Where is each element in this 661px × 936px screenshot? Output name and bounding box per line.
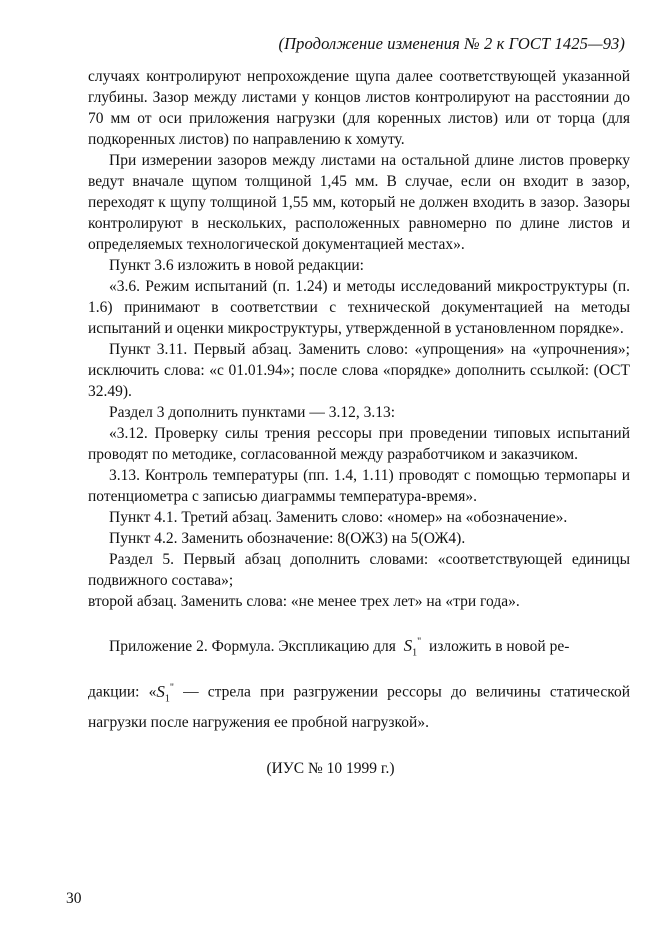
paragraph-gap-measurement: При измерении зазоров между листами на остальной длине листов проверку ведут вначале щупом толщиной 1,45 мм. В случае, если он входит в зазор, переходят к щупу толщиной 1,55 мм, который не должен входить в зазор. Зазоры контролируют в нескольких, расположенных равномерно по длине листов и определяемых технологической документацией местах». bbox=[88, 152, 630, 253]
formula-intro: Приложение 2. Формула. Экспликацию для bbox=[109, 638, 396, 655]
explication-symbol: $S_1^"$ bbox=[156, 681, 174, 705]
paragraph-second-abzac: второй абзац. Заменить слова: «не менее трех лет» на «три года». bbox=[88, 593, 520, 610]
page-number: 30 bbox=[66, 890, 82, 907]
paragraph-continuation: случаях контролируют непрохождение щупа далее соответствующей указанной глубины. Зазор между листами у концов листов контролируют на расстоянии до 70 мм от оси приложения нагрузки (для коренных листов) или от торца (для подкоренных листов) по направлению к хомуту. bbox=[88, 68, 630, 148]
formula-line bbox=[109, 636, 630, 658]
paragraph-item-4-1: Пункт 4.1. Третий абзац. Заменить слово: «номер» на «обозначение». bbox=[109, 509, 568, 526]
paragraph-item-4-2: Пункт 4.2. Заменить обозначение: 8(ОЖ3) на 5(ОЖ4). bbox=[109, 530, 466, 547]
formula-tail: изложить в новой ре- bbox=[428, 638, 570, 655]
running-header: (Продолжение изменения № 2 к ГОСТ 1425—93) bbox=[278, 34, 625, 53]
paragraph-section-5: Раздел 5. Первый абзац дополнить словами: «соответствующей единицы подвижного состава»; bbox=[88, 551, 630, 589]
formula-symbol: $S_1^"$ bbox=[403, 636, 422, 659]
paragraph-section-3-addition: Раздел 3 дополнить пунктами — 3.12, 3.13: bbox=[109, 404, 396, 421]
body-text bbox=[88, 66, 630, 612]
paragraph-item-3-12: «3.12. Проверку силы трения рессоры при проведении типовых испытаний проводят по методике, согласованной между разработчиком и заказчиком. bbox=[88, 425, 630, 463]
paragraph-item-3-13: 3.13. Контроль температуры (пп. 1.4, 1.11) проводят с помощью термопары и потенциометра с записью диаграммы температура-время». bbox=[88, 467, 630, 505]
explication-start: дакции: « bbox=[88, 683, 157, 701]
paragraph-item-3-11: Пункт 3.11. Первый абзац. Заменить слово: «упрощения» на «упрочнения»; исключить слова: «с 01.01.94»; после слова «порядке» дополнить ссылкой: (ОСТ 32.49). bbox=[88, 341, 630, 400]
paragraph-item-3-6-intro: Пункт 3.6 изложить в новой редакции: bbox=[109, 257, 364, 274]
explication-rest: — стрела при разгружении рессоры до величины статической нагрузки после нагружения ее пробной нагрузкой». bbox=[88, 683, 630, 732]
source-reference: (ИУС № 10 1999 г.) bbox=[266, 760, 395, 777]
paragraph-item-3-6-text: «3.6. Режим испытаний (п. 1.24) и методы исследований микроструктуры (п. 1.6) принимают в соответствии с технической документацией на методы испытаний и оценки микроструктуры, утвержденной в установленном порядке». bbox=[88, 278, 630, 337]
explication-text bbox=[88, 676, 630, 735]
